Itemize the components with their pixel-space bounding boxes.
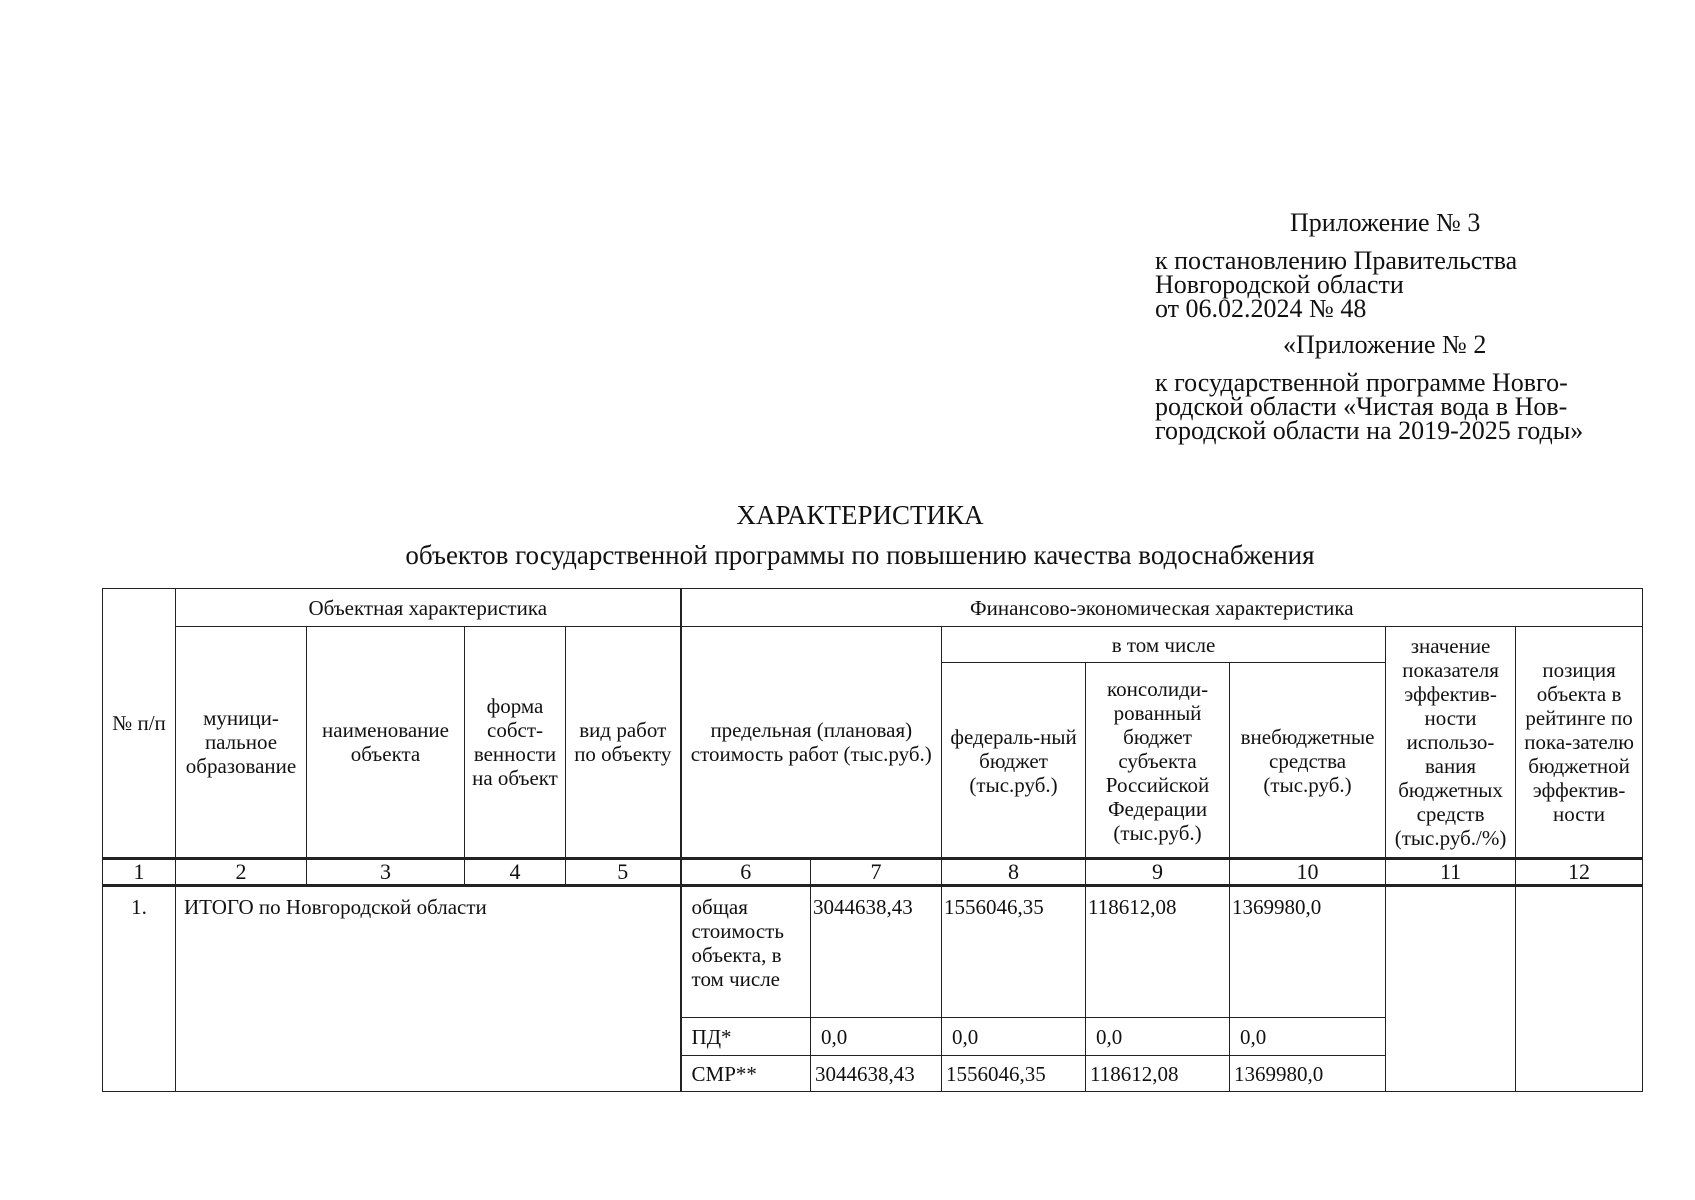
program-line-1: к государственной программе Новго- — [1155, 368, 1568, 397]
program-line-2: родской области «Чистая вода в Нов- — [1155, 392, 1568, 421]
header-consolidated: консолиди-рованный бюджет субъекта Российской Федерации (тыс.руб.) — [1086, 663, 1230, 859]
row-line-consolidated: 0,0 — [1086, 1018, 1230, 1056]
col-number: 1 — [103, 859, 176, 886]
document-subtitle: объектов государственной программы по повышению качества водоснабжения — [405, 540, 1315, 570]
resolution-line-1: к постановлению Правительства — [1155, 246, 1518, 275]
header-extra-budget: внебюджетные средства (тыс.руб.) — [1230, 663, 1386, 859]
row-number: 1. — [103, 886, 176, 1092]
row-line-total: 0,0 — [811, 1018, 942, 1056]
header-work-type: вид работ по объекту — [566, 627, 681, 859]
row-line-federal: 0,0 — [942, 1018, 1086, 1056]
col-number: 11 — [1386, 859, 1516, 886]
col-number: 10 — [1230, 859, 1386, 886]
col-number: 8 — [942, 859, 1086, 886]
appendix3-label: Приложение № 3 — [1290, 208, 1481, 237]
row-line-label: ПД* — [681, 1018, 811, 1056]
header-including: в том числе — [942, 627, 1386, 663]
header-object-name: наименование объекта — [307, 627, 465, 859]
row-line-label: СМР** — [681, 1056, 811, 1092]
row-line-total: 3044638,43 — [811, 1056, 942, 1092]
col-number: 6 — [681, 859, 811, 886]
appendix2-label: «Приложение № 2 — [1283, 330, 1487, 359]
col-number: 12 — [1516, 859, 1643, 886]
row-line-federal: 1556046,35 — [942, 1056, 1086, 1092]
header-municipality: муници-пальное образование — [176, 627, 307, 859]
row-line-consolidated: 118612,08 — [1086, 1056, 1230, 1092]
row-rating — [1516, 886, 1643, 1092]
objects-table — [102, 588, 1643, 1092]
document-title: ХАРАКТЕРИСТИКА — [736, 500, 984, 530]
row-line-federal: 1556046,35 — [942, 886, 1086, 1018]
col-number: 9 — [1086, 859, 1230, 886]
row-name: ИТОГО по Новгородской области — [176, 886, 681, 1092]
row-line-label: общая стоимость объекта, в том числе — [681, 886, 811, 1018]
col-number: 3 — [307, 859, 465, 886]
header-ownership: форма собст-венности на объект — [465, 627, 566, 859]
header-rating: позиция объекта в рейтинге по пока-зателю бюджетной эффектив-ности — [1516, 627, 1643, 859]
row-line-consolidated: 118612,08 — [1086, 886, 1230, 1018]
col-number: 4 — [465, 859, 566, 886]
col-number: 5 — [566, 859, 681, 886]
row-efficiency — [1386, 886, 1516, 1092]
col-number: 7 — [811, 859, 942, 886]
resolution-line-2: Новгородской области — [1155, 270, 1404, 299]
row-line-extra: 1369980,0 — [1230, 1056, 1386, 1092]
header-object-characteristic: Объектная характеристика — [176, 589, 681, 627]
header-finance-characteristic: Финансово-экономическая характеристика — [681, 589, 1643, 627]
header-num: № п/п — [103, 589, 176, 859]
resolution-line-3: от 06.02.2024 № 48 — [1155, 294, 1367, 323]
col-number: 2 — [176, 859, 307, 886]
row-line-total: 3044638,43 — [811, 886, 942, 1018]
row-line-extra: 1369980,0 — [1230, 886, 1386, 1018]
header-federal: федераль-ный бюджет (тыс.руб.) — [942, 663, 1086, 859]
row-line-extra: 0,0 — [1230, 1018, 1386, 1056]
header-efficiency: значение показателя эффектив-ности использо-вания бюджетных средств (тыс.руб./%) — [1386, 627, 1516, 859]
program-line-3: городской области на 2019-2025 годы» — [1155, 416, 1584, 445]
header-max-cost: предельная (плановая) стоимость работ (тыс.руб.) — [681, 627, 942, 859]
